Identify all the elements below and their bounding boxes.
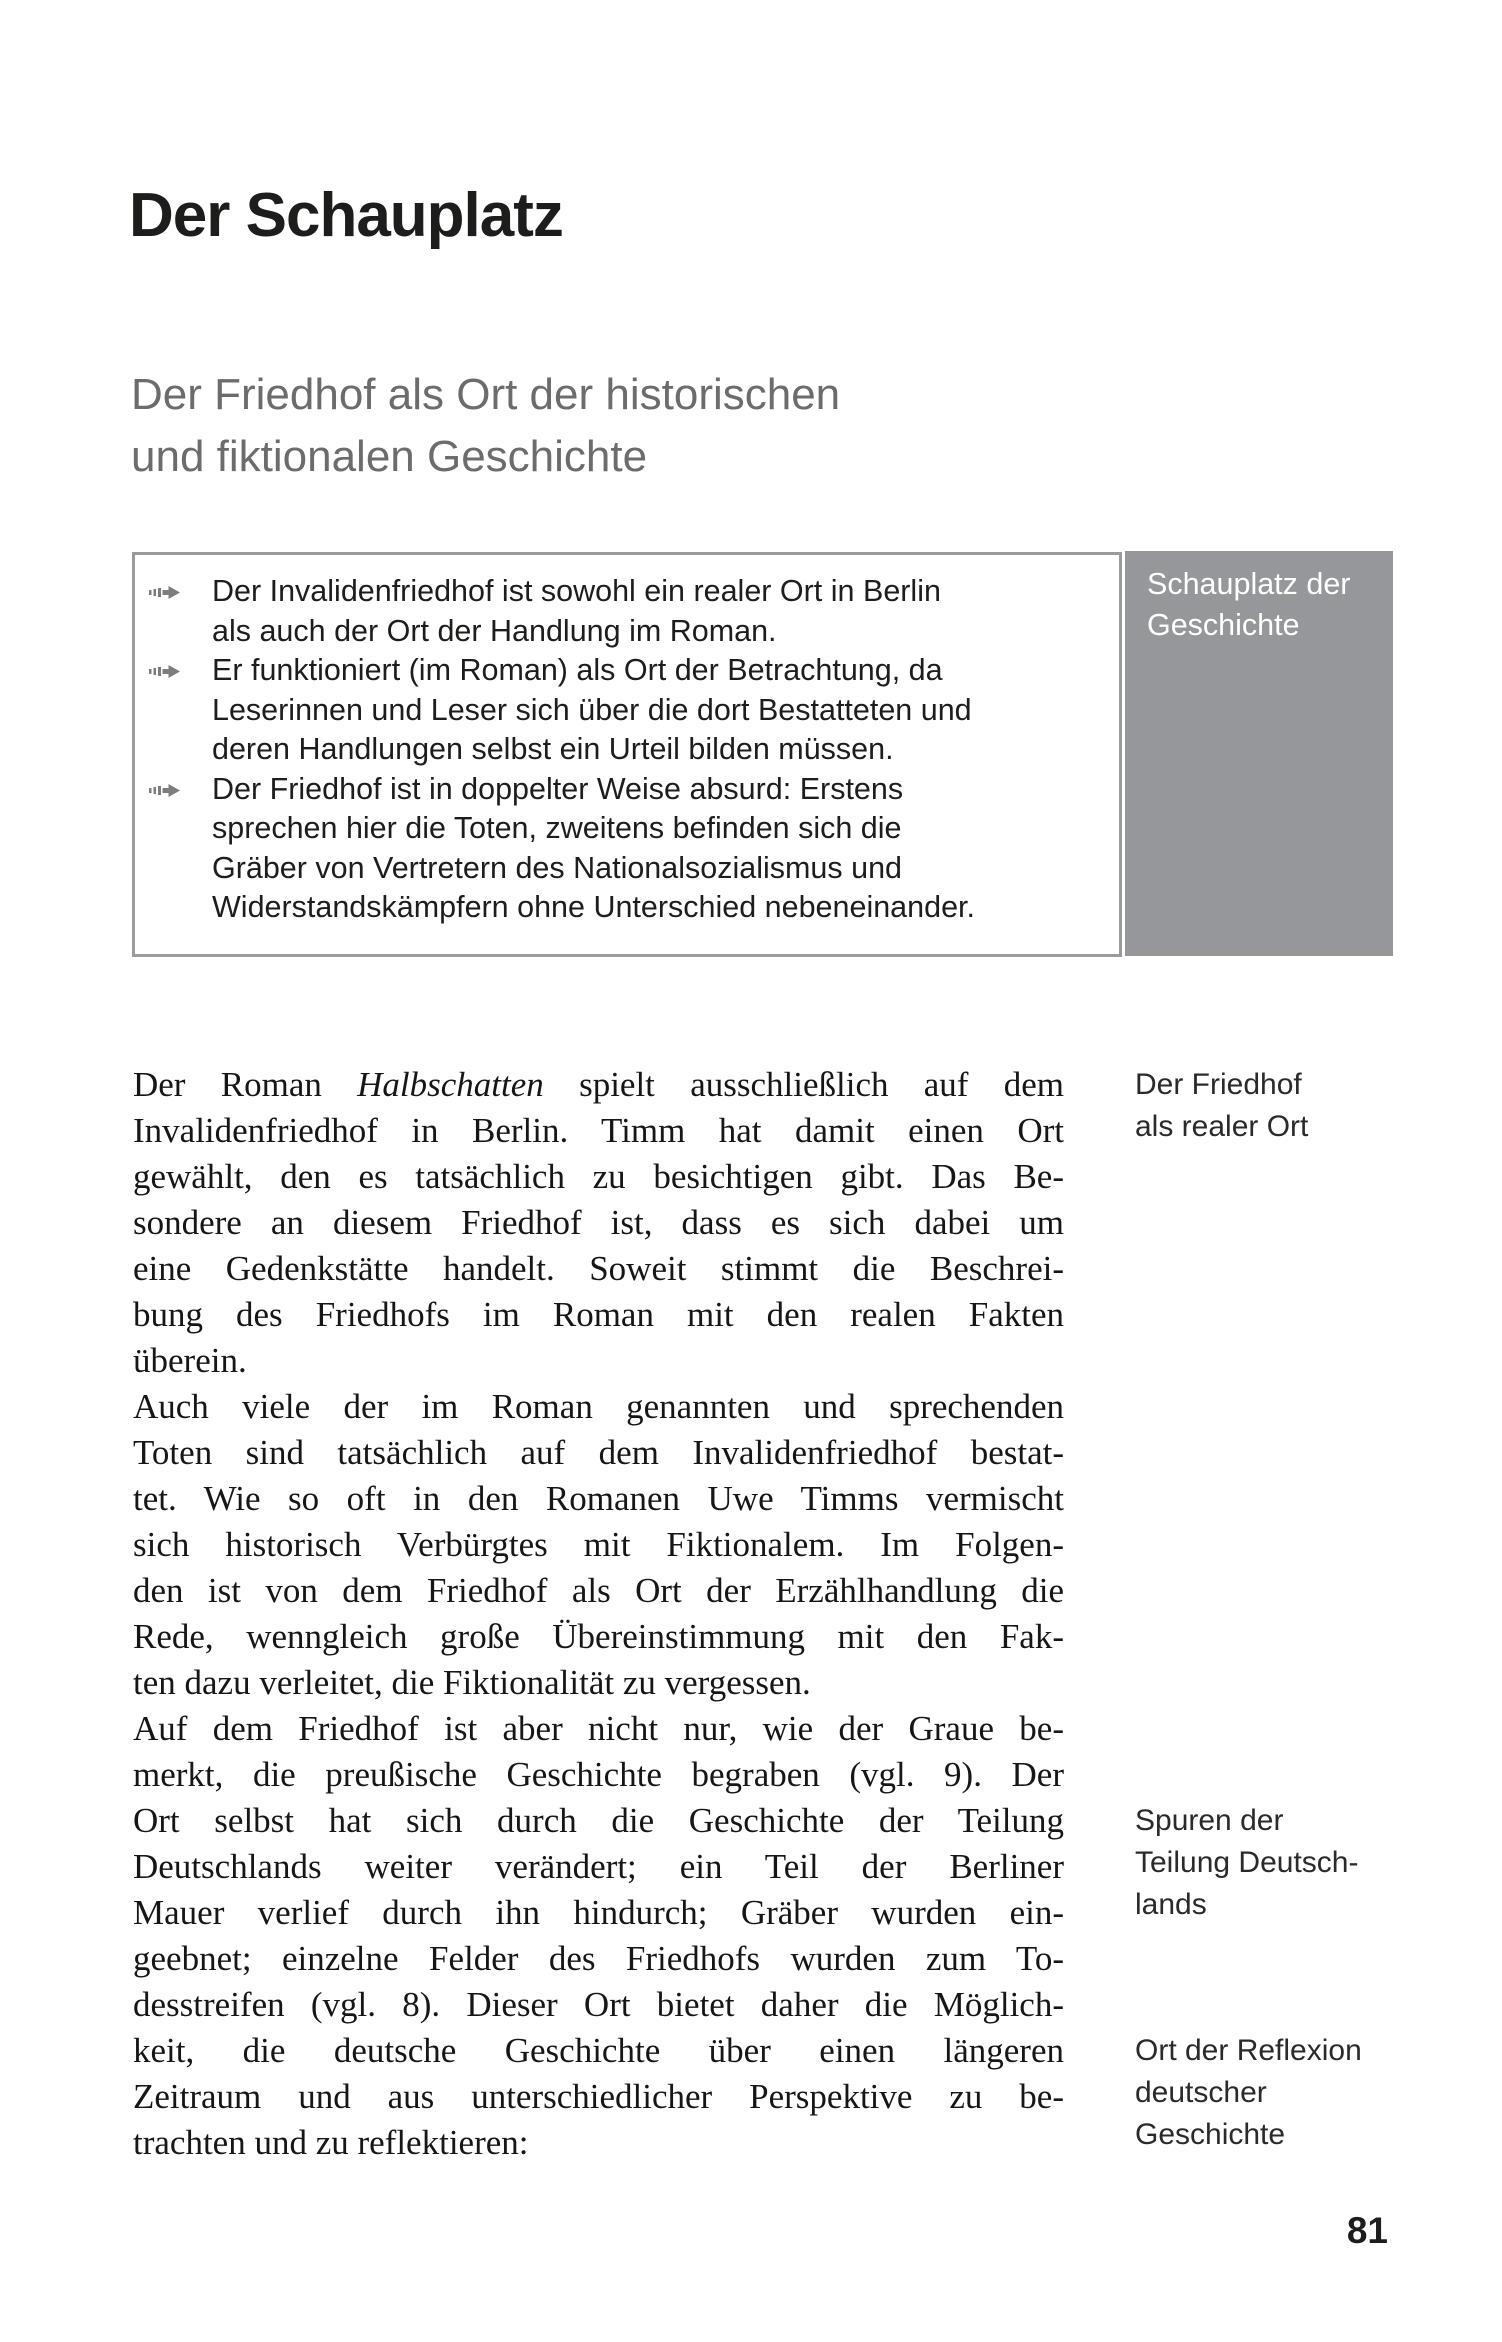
text-line — [133, 1522, 1064, 1568]
summary-bullet-list — [135, 572, 1105, 928]
page-number: 81 — [1346, 2210, 1388, 2251]
text-line: Leserinnen und Leser sich über die dort Bestatteten und — [212, 692, 972, 727]
summary-box — [132, 552, 1122, 957]
paragraph — [133, 1706, 1064, 2166]
text-line: Der Invalidenfriedhof ist sowohl ein realer Ort in Berlin — [212, 574, 941, 608]
text-segment: ten dazu verleitet, die Fiktionalität zu vergessen. — [133, 1663, 811, 1702]
text-segment: sondere an diesem Friedhof ist, dass es sich dabei um — [133, 1203, 1064, 1242]
text-line — [133, 2120, 1064, 2166]
text-line: als auch der Ort der Handlung im Roman. — [212, 613, 777, 648]
text-line: lands — [1135, 1888, 1207, 1921]
text-line: deren Handlungen selbst ein Urteil bilden müssen. — [212, 732, 894, 766]
summary-bullet-text — [212, 572, 941, 651]
text-segment: Auf dem Friedhof ist aber nicht nur, wie der Graue be- — [133, 1709, 1064, 1748]
text-segment: Mauer verlief durch ihn hindurch; Gräber wurden ein- — [133, 1893, 1064, 1932]
margin-note — [1135, 1800, 1480, 1926]
text-line — [133, 2074, 1064, 2120]
text-segment: desstreifen (vgl. 8). Dieser Ort bietet daher die Möglich- — [133, 1985, 1064, 2024]
text-segment: Zeitraum und aus unterschiedlicher Perspektive zu be- — [133, 2077, 1064, 2116]
text-line: sprechen hier die Toten, zweitens befinden sich die — [212, 811, 902, 845]
text-line — [133, 1292, 1064, 1338]
text-segment: merkt, die preußische Geschichte begraben (vgl. 9). Der — [133, 1755, 1064, 1794]
summary-bullet — [135, 770, 1105, 928]
text-line — [133, 2028, 1064, 2074]
text-line: Ort der Reflexion — [1135, 2034, 1362, 2067]
text-segment: keit, die deutsche Geschichte über einen längeren — [133, 2031, 1064, 2070]
text-segment: gewählt, den es tatsächlich zu besichtigen gibt. Das Be- — [133, 1157, 1064, 1196]
text-line — [133, 1982, 1064, 2028]
section-subtitle — [131, 364, 840, 488]
text-line — [133, 1614, 1064, 1660]
margin-note — [1135, 1064, 1480, 1148]
text-segment: Auch viele der im Roman genannten und sprechenden — [133, 1387, 1064, 1426]
text-line — [133, 1062, 1064, 1108]
text-line: Der Friedhof ist in doppelter Weise absurd: Erstens — [212, 771, 904, 806]
text-line — [133, 1108, 1064, 1154]
text-segment: tet. Wie so oft in den Romanen Uwe Timms vermischt — [133, 1479, 1064, 1518]
text-line — [133, 1660, 1064, 1706]
text-segment: geebnet; einzelne Felder des Friedhofs wurden zum To- — [133, 1939, 1064, 1978]
novel-title-italic: Halbschatten — [357, 1065, 544, 1104]
text-line — [133, 1384, 1064, 1430]
subtitle-line: und fiktionalen Geschichte — [131, 432, 648, 481]
subtitle-line: Der Friedhof als Ort der historischen — [131, 370, 841, 419]
text-segment: Ort selbst hat sich durch die Geschichte der Teilung — [133, 1801, 1064, 1840]
text-line: Widerstandskämpfern ohne Unterschied nebeneinander. — [212, 890, 975, 924]
text-line: Spuren der — [1135, 1804, 1284, 1837]
text-line — [133, 1798, 1064, 1844]
text-line — [133, 1154, 1064, 1200]
body-text — [133, 1062, 1064, 2166]
text-segment: überein. — [133, 1341, 247, 1380]
text-line: Der Friedhof — [1135, 1068, 1302, 1101]
text-segment: Deutschlands weiter verändert; ein Teil der Berliner — [133, 1847, 1064, 1886]
text-segment: Toten sind tatsächlich auf dem Invalidenfriedhof bestat- — [133, 1433, 1064, 1472]
text-line: Teilung Deutsch- — [1135, 1846, 1359, 1879]
text-line — [133, 1752, 1064, 1798]
summary-bullet-text — [212, 770, 975, 928]
text-segment: Rede, wenngleich große Übereinstimmung mit den Fak- — [133, 1617, 1064, 1656]
text-line — [133, 1568, 1064, 1614]
dashed-arrow-right-icon — [135, 651, 212, 679]
summary-bullet — [135, 572, 1105, 651]
text-segment: Der Roman — [133, 1065, 358, 1104]
text-line — [133, 1200, 1064, 1246]
text-segment: trachten und zu reflektieren: — [133, 2123, 529, 2162]
text-segment: spielt ausschließlich auf dem — [543, 1065, 1064, 1104]
dashed-arrow-right-icon — [135, 572, 212, 600]
margin-keyword-box: Schauplatz der Geschichte — [1125, 551, 1393, 956]
page-title: Der Schauplatz — [129, 181, 563, 250]
text-segment: den ist von dem Friedhof als Ort der Erzählhandlung die — [133, 1571, 1064, 1610]
summary-bullet — [135, 651, 1105, 770]
text-line: Geschichte — [1135, 2118, 1286, 2151]
text-segment: eine Gedenkstätte handelt. Soweit stimmt die Beschrei- — [133, 1249, 1064, 1288]
summary-bullet-text — [212, 651, 972, 770]
dashed-arrow-right-icon — [135, 770, 212, 798]
text-line — [133, 1338, 1064, 1384]
text-line — [133, 1476, 1064, 1522]
margin-note — [1135, 2030, 1480, 2156]
text-line — [133, 1246, 1064, 1292]
text-line — [133, 1890, 1064, 1936]
text-line: Gräber von Vertretern des Nationalsozialismus und — [212, 850, 902, 885]
text-line: als realer Ort — [1135, 1110, 1309, 1143]
text-segment: Invalidenfriedhof in Berlin. Timm hat damit einen Ort — [133, 1111, 1064, 1150]
text-line — [133, 1430, 1064, 1476]
text-line: deutscher — [1135, 2076, 1267, 2109]
text-line: Er funktioniert (im Roman) als Ort der Betrachtung, da — [212, 653, 943, 687]
text-segment: bung des Friedhofs im Roman mit den realen Fakten — [133, 1295, 1064, 1334]
text-segment: sich historisch Verbürgtes mit Fiktionalem. Im Folgen- — [133, 1525, 1064, 1564]
text-line — [133, 1706, 1064, 1752]
text-line — [133, 1844, 1064, 1890]
paragraph — [133, 1384, 1064, 1706]
paragraph — [133, 1062, 1064, 1384]
text-line — [133, 1936, 1064, 1982]
